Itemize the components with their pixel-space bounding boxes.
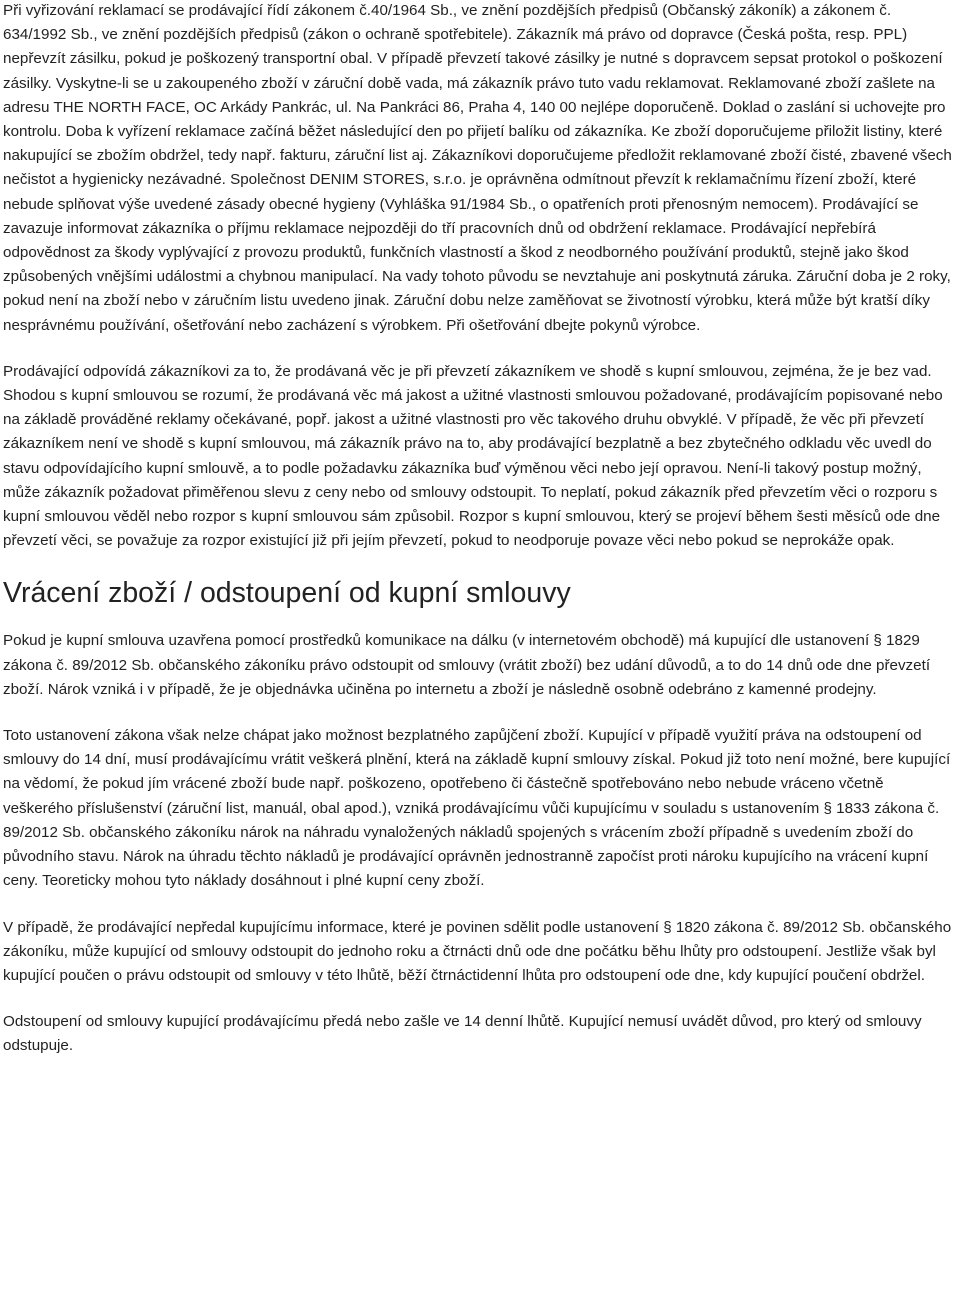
withdrawal-paragraph-1: Pokud je kupní smlouva uzavřena pomocí prostředků komunikace na dálku (v internetovém obchodě) má kupující dle ustanovení § 1829 zákona č. 89/2012 Sb. občanského zákoníku právo odstoupit od smlouvy (vrátit zboží) bez udání důvodů, a to do 14 dnů ode dne převzetí zboží. Nárok vzniká i v případě, že je objednávka učiněna po internetu a zboží je následně osobně odebráno z kamenné prodejny.	[3, 632, 931, 698]
withdrawal-paragraph-3: V případě, že prodávající nepředal kupujícímu informace, které je povinen sdělit podle ustanovení § 1820 zákona č. 89/2012 Sb. občanského zákoníku, může kupující od smlouvy odstoupit do jednoho roku a čtrnácti dnů ode dne počátku běhu lhůty pro odstoupení. Jestliže však byl kupující poučen o právu odstoupit od smlouvy v této lhůtě, běží čtrnáctidenní lhůta pro odstoupení ode dne, kdy kupující poučení obdržel.	[3, 918, 952, 984]
complaints-paragraph: Při vyřizování reklamací se prodávající řídí zákonem č.40/1964 Sb., ve znění pozdějších předpisů (Občanský zákoník) a zákonem č. 634/1992 Sb., ve znění pozdějších předpisů (zákon o ochraně spotřebitele). Zákazník má právo od dopravce (Česká pošta, resp. PPL) nepřevzít zásilku, pokud je poškozený transportní obal. V případě převzetí takové zásilky je nutné s dopravcem sepsat protokol o poškození zásilky. Vyskytne-li se u zakoupeného zboží v záruční době vada, má zákazník právo tuto vadu reklamovat. Reklamované zboží zašlete na adresu THE NORTH FACE, OC Arkády Pankrác, ul. Na Pankráci 86, Praha 4, 140 00 nejlépe doporučeně. Doklad o zaslání si uchovejte pro kontrolu. Doba k vyřízení reklamace začíná běžet následující den po přijetí balíku od zákazníka. Ke zboží doporučujeme přiložit listiny, které nakupující se zbožím obdržel, tedy např. fakturu, záruční list aj. Zákazníkovi doporučujeme předložit reklamované zboží čisté, zbavené všech nečistot a hygienicky nezávadné. Společnost DENIM STORES, s.r.o. je oprávněna odmítnout převzít k reklamačnímu řízení zboží, které nebude splňovat výše uvedené zásady obecné hygieny (Vyhláška 91/1984 Sb., o opatřeních proti přenosným nemocem). Prodávající se zavazuje informovat zákazníka o příjmu reklamace nejpozději do tří pracovních dnů od obdržení reklamace. Prodávající nepřebírá odpovědnost za škody vyplývající z provozu produktů, funkčních vlastností a škod z neodborného používání produktů, stejně jako škod způsobených vnějšími událostmi a chybnou manipulací. Na vady tohoto původu se nevztahuje ani poskytnutá záruka. Záruční doba je 2 roky, pokud není na zboží nebo v záručním listu uvedeno jinak. Záruční dobu nelze zaměňovat se životností výrobku, která může být kratší díky nesprávnému používání, ošetřování nebo zacházení s výrobkem. Při ošetřování dbejte pokynů výrobce.	[3, 2, 952, 334]
withdrawal-paragraph-4: Odstoupení od smlouvy kupující prodávajícímu předá nebo zašle ve 14 denní lhůtě. Kupující nemusí uvádět důvod, pro který od smlouvy odstupuje.	[3, 1013, 922, 1055]
withdrawal-paragraph-2: Toto ustanovení zákona však nelze chápat jako možnost bezplatného zapůjčení zboží. Kupující v případě využití práva na odstoupení od smlouvy do 14 dní, musí prodávajícímu vrátit veškerá plnění, která na základě kupní smlouvy získal. Pokud již toto není možné, bere kupující na vědomí, že pokud jím vrácené zboží bude např. poškozeno, opotřebeno či částečně spotřebováno nebo nebude vráceno včetně veškerého příslušenství (záruční list, manuál, obal apod.), vzniká prodávajícímu vůči kupujícímu v souladu s ustanovením § 1833 zákona č. 89/2012 Sb. občanského zákoníku nárok na náhradu vynaložených nákladů spojených s vrácením zboží případně s uvedením zboží do původního stavu. Nárok na úhradu těchto nákladů je prodávající oprávněn jednostranně započíst proti nároku kupujícího na vrácení kupní ceny. Teoreticky mohou tyto náklady dosáhnout i plné kupní ceny zboží.	[3, 727, 951, 890]
section-title: Vrácení zboží / odstoupení od kupní smlouvy	[3, 577, 571, 610]
conformity-paragraph: Prodávající odpovídá zákazníkovi za to, že prodávaná věc je při převzetí zákazníkem ve shodě s kupní smlouvou, zejména, že je bez vad. Shodou s kupní smlouvou se rozumí, že prodávaná věc má jakost a užitné vlastnosti smlouvou požadované, prodávajícím popisované nebo na základě prováděné reklamy očekávané, popř. jakost a užitné vlastnosti pro věc takového druhu obvyklé. V případě, že věc při převzetí zákazníkem není ve shodě s kupní smlouvou, má zákazník právo na to, aby prodávající bezplatně a bez zbytečného odkladu věc uvedl do stavu odpovídajícího kupní smlouvě, a to podle požadavku zákazníka buď výměnou věci nebo její opravou. Není-li takový postup možný, může zákazník požadovat přiměřenou slevu z ceny nebo od smlouvy odstoupit. To neplatí, pokud zákazník před převzetím věci o rozporu s kupní smlouvou věděl nebo rozpor s kupní smlouvou sám způsobil. Rozpor s kupní smlouvou, který se projeví během šesti měsíců ode dne převzetí věci, se považuje za rozpor existující již při jejím převzetí, pokud to neodporuje povaze věci nebo pokud se neprokáže opak.	[3, 362, 943, 550]
